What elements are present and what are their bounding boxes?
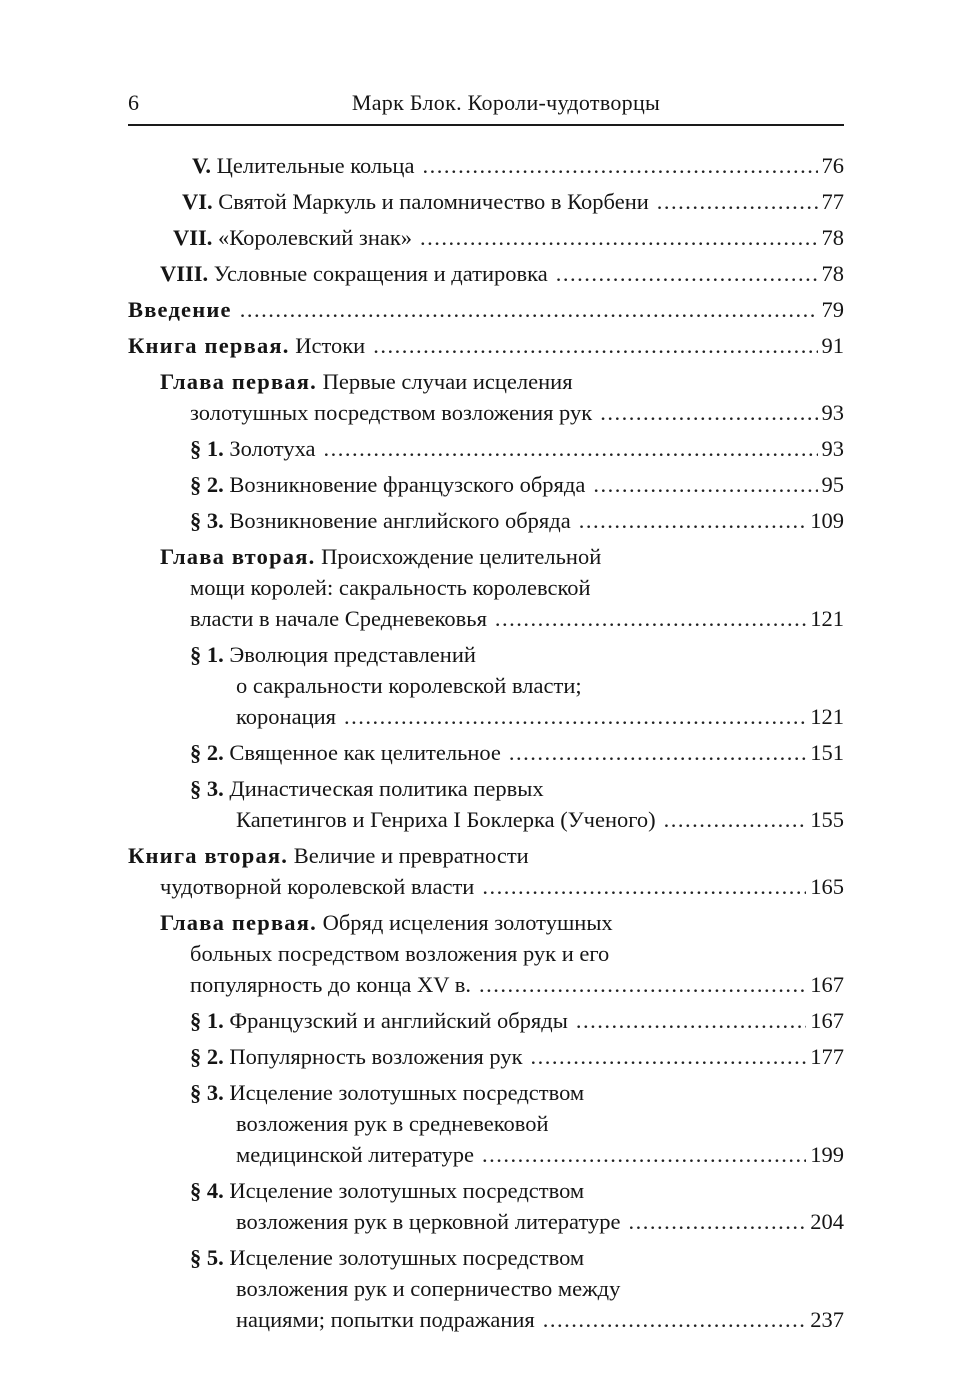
entry-title: возложения рук и соперничество между xyxy=(236,1276,621,1301)
entry-page: 199 xyxy=(810,1142,844,1167)
entry-page: 78 xyxy=(821,261,844,286)
entry-page: 93 xyxy=(821,436,844,461)
leader-dots xyxy=(576,1005,806,1036)
entry-label: Введение xyxy=(128,297,232,322)
entry-page: 121 xyxy=(810,704,844,729)
entry-label: VII. xyxy=(173,225,213,250)
entry-title: Истоки xyxy=(295,333,366,358)
entry-page: 177 xyxy=(810,1044,844,1069)
entry-page: 121 xyxy=(810,606,844,631)
toc-entry-paragraph xyxy=(190,433,844,464)
entry-title: Происхождение целительной xyxy=(321,544,602,569)
entry-page: 95 xyxy=(821,472,844,497)
entry-title: власти в начале Средневековья xyxy=(190,606,487,631)
entry-title: Возникновение английского обряда xyxy=(229,508,571,533)
entry-page: 76 xyxy=(821,153,844,178)
leader-dots xyxy=(240,294,818,325)
entry-title: чудотворной королевской власти xyxy=(160,874,475,899)
entry-page: 204 xyxy=(810,1209,844,1234)
entry-title: Династическая политика первых xyxy=(229,776,544,801)
entry-page: 109 xyxy=(810,508,844,533)
entry-title: Священное как целительное xyxy=(229,740,501,765)
leader-dots xyxy=(420,222,817,253)
entry-title: мощи королей: сакральность королевской xyxy=(190,575,591,600)
page-header xyxy=(128,88,844,126)
entry-title: Святой Маркуль и паломничество в Корбени xyxy=(218,189,649,214)
entry-title: Капетингов и Генриха I Боклерка (Ученого) xyxy=(236,807,656,832)
leader-dots xyxy=(629,1206,807,1237)
leader-dots xyxy=(543,1304,806,1335)
toc-entry-section-vii xyxy=(173,222,844,253)
leader-dots xyxy=(593,469,817,500)
entry-page: 167 xyxy=(810,1008,844,1033)
entry-label: § 1. xyxy=(190,1008,224,1033)
entry-label: § 5. xyxy=(190,1245,224,1270)
entry-label: Глава первая. xyxy=(160,369,317,394)
entry-page: 151 xyxy=(810,740,844,765)
entry-page: 155 xyxy=(810,807,844,832)
toc-entry-chapter xyxy=(160,907,844,1000)
entry-label: § 1. xyxy=(190,436,224,461)
entry-title: Возникновение французского обряда xyxy=(229,472,586,497)
toc-entry-paragraph xyxy=(190,505,844,536)
entry-title: возложения рук в средневековой xyxy=(236,1111,549,1136)
leader-dots xyxy=(664,804,807,835)
entry-title: золотушных посредством возложения рук xyxy=(190,400,593,425)
entry-label: VIII. xyxy=(160,261,209,286)
leader-dots xyxy=(324,433,818,464)
entry-title: Условные сокращения и датировка xyxy=(213,261,548,286)
toc-entry-paragraph xyxy=(190,469,844,500)
toc-entry-section-vi xyxy=(182,186,844,217)
toc-entry-chapter xyxy=(160,366,844,428)
toc-entry-paragraph xyxy=(190,1041,844,1072)
leader-dots xyxy=(495,603,806,634)
toc-entry-paragraph xyxy=(190,1005,844,1036)
leader-dots xyxy=(509,737,806,768)
entry-label: § 1. xyxy=(190,642,224,667)
entry-label: Книга вторая. xyxy=(128,843,289,868)
entry-title: Первые случаи исцеления xyxy=(322,369,573,394)
entry-label: § 3. xyxy=(190,1080,224,1105)
entry-title: Исцеление золотушных посредством xyxy=(229,1178,585,1203)
entry-title: Величие и превратности xyxy=(293,843,529,868)
entry-title: больных посредством возложения рук и его xyxy=(190,941,610,966)
entry-label: Глава первая. xyxy=(160,910,317,935)
entry-label: § 3. xyxy=(190,776,224,801)
entry-page: 77 xyxy=(821,189,844,214)
leader-dots xyxy=(344,701,806,732)
entry-title: Исцеление золотушных посредством xyxy=(229,1245,585,1270)
leader-dots xyxy=(482,1139,806,1170)
entry-label: Книга первая. xyxy=(128,333,290,358)
entry-title: Эволюция представлений xyxy=(229,642,476,667)
entry-title: Исцеление золотушных посредством xyxy=(229,1080,585,1105)
entry-page: 79 xyxy=(821,297,844,322)
entry-page: 93 xyxy=(821,400,844,425)
entry-title: Обряд исцеления золотушных xyxy=(322,910,613,935)
leader-dots xyxy=(556,258,818,289)
entry-title: Французский и английский обряды xyxy=(229,1008,568,1033)
entry-label: VI. xyxy=(182,189,213,214)
entry-title: возложения рук в церковной литературе xyxy=(236,1209,621,1234)
entry-page: 91 xyxy=(821,333,844,358)
toc-entry-chapter xyxy=(160,541,844,634)
leader-dots xyxy=(479,969,806,1000)
entry-title: Целительные кольца xyxy=(216,153,415,178)
entry-title: «Королевский знак» xyxy=(218,225,413,250)
entry-title: Популярность возложения рук xyxy=(229,1044,523,1069)
entry-title: нациями; попытки подражания xyxy=(236,1307,535,1332)
toc-entry-paragraph xyxy=(190,1242,844,1335)
toc-entry-book-two xyxy=(128,840,844,902)
entry-label: § 3. xyxy=(190,508,224,533)
entry-title: медицинской литературе xyxy=(236,1142,474,1167)
page-number: 6 xyxy=(128,90,139,115)
toc-entry-paragraph xyxy=(190,773,844,835)
leader-dots xyxy=(657,186,818,217)
leader-dots xyxy=(422,150,817,181)
leader-dots xyxy=(531,1041,807,1072)
toc-entry-paragraph xyxy=(190,1077,844,1170)
toc-entry-paragraph xyxy=(190,1175,844,1237)
entry-page: 237 xyxy=(810,1307,844,1332)
toc-entry-book-one xyxy=(128,330,844,361)
toc-entry-paragraph xyxy=(190,639,844,732)
entry-label: § 4. xyxy=(190,1178,224,1203)
entry-label: § 2. xyxy=(190,1044,224,1069)
leader-dots xyxy=(373,330,817,361)
entry-title: Золотуха xyxy=(229,436,316,461)
entry-page: 167 xyxy=(810,972,844,997)
toc-entry-section-viii xyxy=(160,258,844,289)
entry-label: Глава вторая. xyxy=(160,544,316,569)
running-title: Марк Блок. Короли-чудотворцы xyxy=(351,90,661,115)
entry-page: 78 xyxy=(821,225,844,250)
toc-entry-paragraph xyxy=(190,737,844,768)
toc-entry-section-v xyxy=(192,150,844,181)
leader-dots xyxy=(482,871,806,902)
leader-dots xyxy=(600,397,817,428)
entry-label: § 2. xyxy=(190,740,224,765)
entry-title: коронация xyxy=(236,704,336,729)
entry-title: популярность до конца XV в. xyxy=(190,972,471,997)
entry-title: о сакральности королевской власти; xyxy=(236,673,582,698)
entry-page: 165 xyxy=(810,874,844,899)
entry-label: V. xyxy=(192,153,211,178)
toc-entry-introduction xyxy=(128,294,844,325)
leader-dots xyxy=(579,505,807,536)
table-of-contents xyxy=(128,150,844,1335)
entry-label: § 2. xyxy=(190,472,224,497)
